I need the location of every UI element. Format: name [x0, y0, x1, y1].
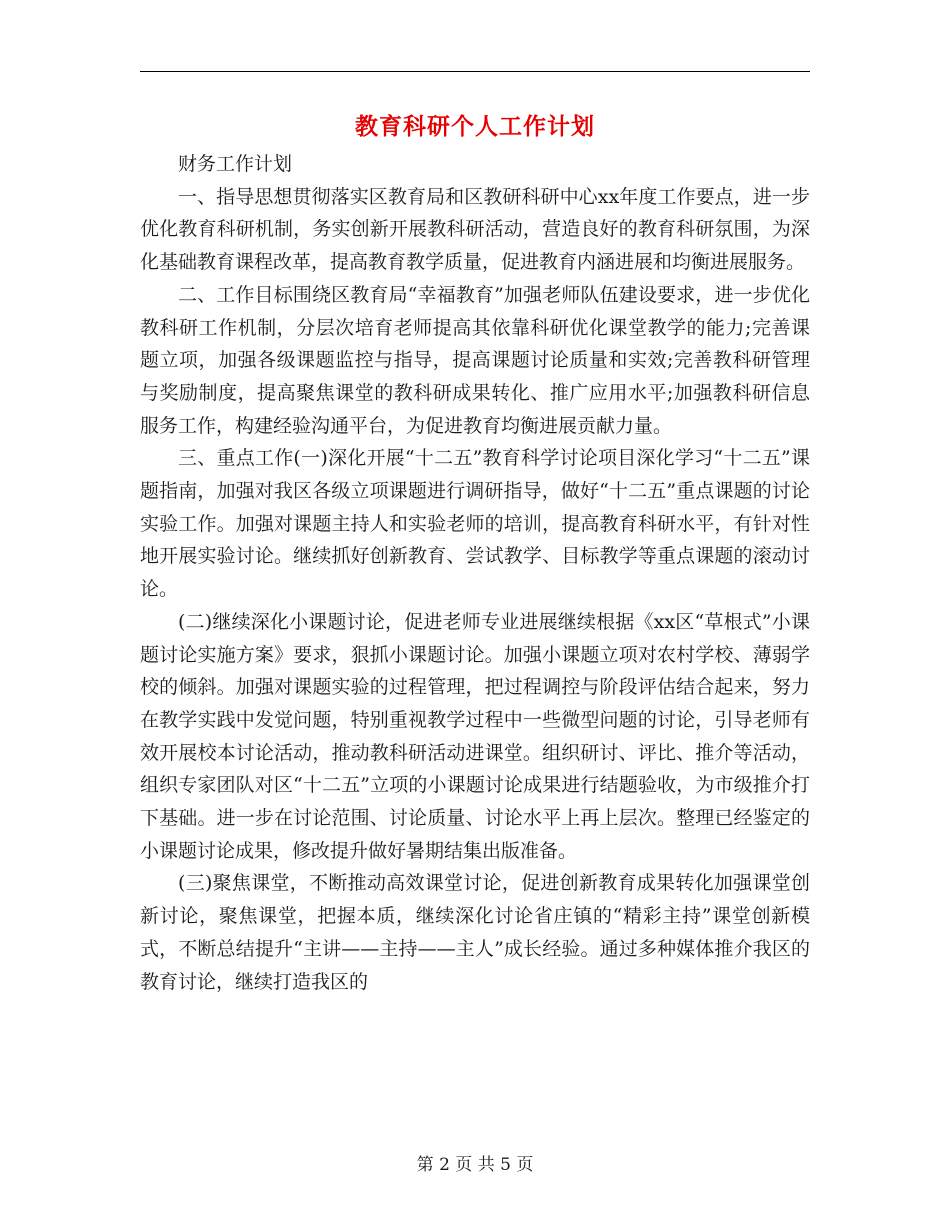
paragraph-key-work: 三、重点工作(一)深化开展“十二五”教育科学讨论项目深化学习“十二五”课题指南，加强对我区各级立项课题进行调研指导，做好“十二五”重点课题的讨论实验工作。加强对课题主持人和实验老师的培训，提高教育科研水平，有针对性地开展实验讨论。继续抓好创新教育、尝试教学、目标教学等重点课题的滚动讨论。	[140, 447, 810, 601]
header-rule	[140, 71, 810, 72]
page-number-footer: 第 2 页 共 5 页	[416, 1155, 534, 1175]
paragraph-work-goals: 二、工作目标围绕区教育局“幸福教育”加强老师队伍建设要求，进一步优化教科研工作机制，分层次培育老师提高其依靠科研优化课堂教学的能力;完善课题立项，加强各级课题监控与指导，提高课题讨论质量和实效;完善教科研管理与奖励制度，提高聚焦课堂的教科研成果转化、推广应用水平;加强教科研信息服务工作，构建经验沟通平台，为促进教育均衡进展贡献力量。	[140, 283, 810, 437]
document-title: 教育科研个人工作计划	[355, 113, 595, 140]
paragraph-guiding-ideology: 一、指导思想贯彻落实区教育局和区教研科研中心xx年度工作要点，进一步优化教育科研机制，务实创新开展教科研活动，营造良好的教育科研氛围，为深化基础教育课程改革，提高教育教学质量，促进教育内涵进展和均衡进展服务。	[140, 185, 810, 274]
paragraph-subtitle: 财务工作计划	[178, 153, 293, 175]
paragraph-small-topics: (二)继续深化小课题讨论，促进老师专业进展继续根据《xx区“草根式”小课题讨论实施方案》要求，狠抓小课题讨论。加强小课题立项对农村学校、薄弱学校的倾斜。加强对课题实验的过程管理，把过程调控与阶段评估结合起来，努力在教学实践中发觉问题，特别重视教学过程中一些微型问题的讨论，引导老师有效开展校本讨论活动，推动教科研活动进课堂。组织研讨、评比、推介等活动，组织专家团队对区“十二五”立项的小课题讨论成果进行结题验收，为市级推介打下基础。进一步在讨论范围、讨论质量、讨论水平上再上层次。整理已经鉴定的小课题讨论成果，修改提升做好暑期结集出版准备。	[140, 610, 810, 862]
paragraph-classroom-focus: (三)聚焦课堂，不断推动高效课堂讨论，促进创新教育成果转化加强课堂创新讨论，聚焦课堂，把握本质，继续深化讨论省庄镇的“精彩主持”课堂创新模式，不断总结提升“主讲——主持——主人”成长经验。通过多种媒体推介我区的教育讨论，继续打造我区的	[140, 872, 810, 993]
document-body	[140, 148, 810, 998]
